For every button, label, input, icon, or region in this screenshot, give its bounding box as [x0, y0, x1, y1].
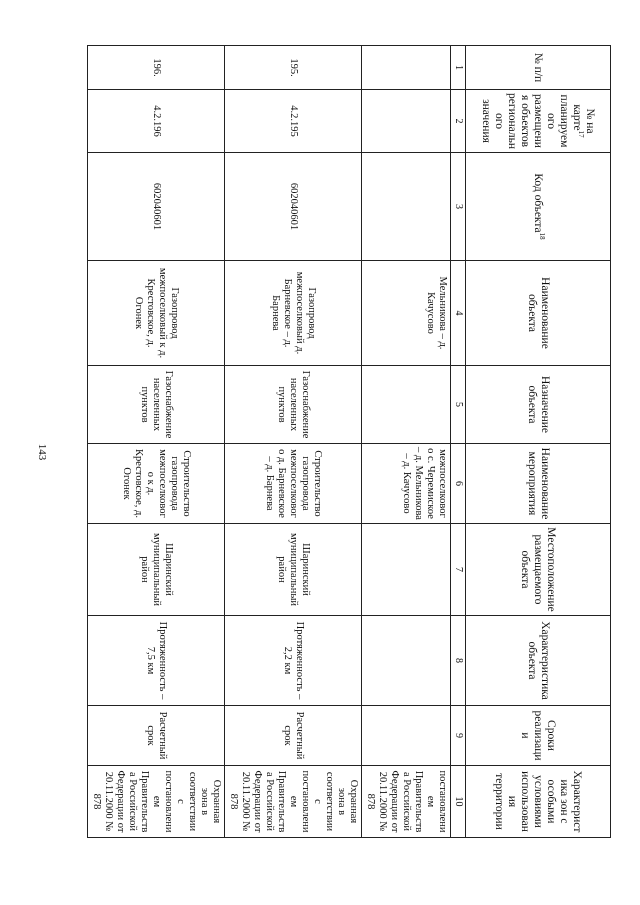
- column-number: 1: [451, 46, 466, 90]
- cell-index: 195.: [225, 46, 362, 90]
- cell-location: [362, 524, 451, 616]
- cell-object-code: 602040601: [225, 153, 362, 261]
- cell-purpose: [362, 366, 451, 444]
- cell-purpose: Газоснабжение населенных пунктов: [88, 366, 225, 444]
- cell-characteristics: Протяженность – 7,5 км: [88, 616, 225, 706]
- cell-object-name: Газопровод межпоселковый к д. Крестовское, д. Огонек: [88, 261, 225, 366]
- column-number: 7: [451, 524, 466, 616]
- header-cell-1: № п/п: [466, 46, 611, 90]
- cell-term: Расчетный срок: [88, 706, 225, 766]
- cell-object-code: [362, 153, 451, 261]
- header-cell-8: Характеристика объекта: [466, 616, 611, 706]
- cell-map-number: 4.2.196: [88, 90, 225, 153]
- rotated-table-frame: [91, 45, 611, 837]
- cell-object-code: 602040601: [88, 153, 225, 261]
- header-cell-2: № на карте$^{17}$ планируемого размещения объектов регионального значения: [466, 90, 611, 153]
- column-number: 9: [451, 706, 466, 766]
- header-cell-7: Местоположение размещаемого объекта: [466, 524, 611, 616]
- table-container: [91, 45, 611, 837]
- table-row: [225, 46, 362, 838]
- header-cell-10: Характеристика зон с особыми условиями использования территории: [466, 766, 611, 838]
- cell-map-number: 4.2.195: [225, 90, 362, 153]
- column-number: 5: [451, 366, 466, 444]
- header-cell-3: Код объекта$^{18}$: [466, 153, 611, 261]
- cell-measure: Строительство газопровода межпоселкового к д. Крестовское, д. Огонек: [88, 444, 225, 524]
- cell-characteristics: [362, 616, 451, 706]
- column-number: 3: [451, 153, 466, 261]
- cell-map-number: [362, 90, 451, 153]
- table-row: [88, 46, 225, 838]
- cell-characteristics: Протяженность – 2,2 км: [225, 616, 362, 706]
- cell-location: Шаринский муниципальный район: [88, 524, 225, 616]
- header-cell-9: Сроки реализации: [466, 706, 611, 766]
- cell-object-name: Мельникова – д. Качусово: [362, 261, 451, 366]
- column-number: 2: [451, 90, 466, 153]
- cell-measure: Строительство газопровода межпоселкового д. Барневское – д. Барнева: [225, 444, 362, 524]
- header-cell-5: Назначение объекта: [466, 366, 611, 444]
- cell-zone: Охранная зона в соответствии с постановлением Правительства Российской Федерации от 20.11.2000 № 878: [88, 766, 225, 838]
- cell-zone: Охранная зона в соответствии с постановлением Правительства Российской Федерации от 20.11.2000 № 878: [225, 766, 362, 838]
- table-row: [362, 46, 451, 838]
- cell-term: Расчетный срок: [225, 706, 362, 766]
- cell-zone: постановлением Правительства Российской Федерации от 20.11.2000 № 878: [362, 766, 451, 838]
- cell-measure: межпоселкового с. Черемиское – д. Мельникова – д. Качусово: [362, 444, 451, 524]
- header-row: [466, 46, 611, 838]
- cell-index: 196.: [88, 46, 225, 90]
- header-cell-6: Наименование мероприятия: [466, 444, 611, 524]
- cell-index: [362, 46, 451, 90]
- column-number: 10: [451, 766, 466, 838]
- objects-table: [87, 45, 611, 838]
- header-cell-4: Наименование объекта: [466, 261, 611, 366]
- cell-term: [362, 706, 451, 766]
- column-number-row: [451, 46, 466, 838]
- column-number: 6: [451, 444, 466, 524]
- cell-purpose: Газоснабжение населенных пунктов: [225, 366, 362, 444]
- column-number: 8: [451, 616, 466, 706]
- page-number: 143: [36, 443, 48, 461]
- cell-object-name: Газопровод межпоселковый д. Барневское – д. Барнева: [225, 261, 362, 366]
- column-number: 4: [451, 261, 466, 366]
- cell-location: Шаринский муниципальный район: [225, 524, 362, 616]
